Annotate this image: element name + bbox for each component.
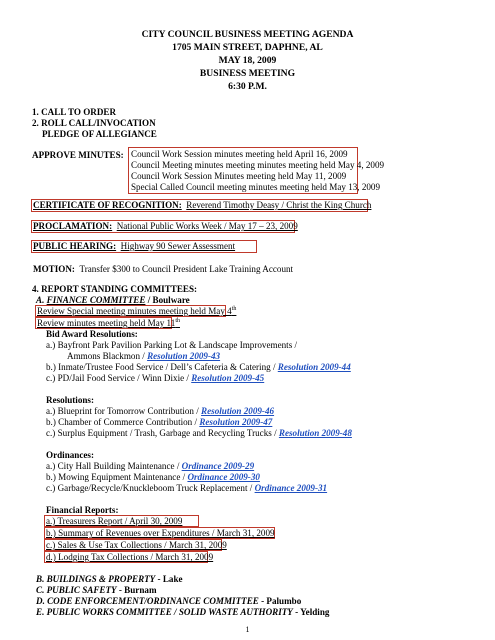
resolution-2009-44-link[interactable]: Resolution 2009-44 [277, 362, 351, 372]
motion [33, 264, 293, 275]
minutes-item: Council Work Session Minutes meeting held May 11, 2009 [131, 171, 347, 181]
ordinance-2009-31-link[interactable]: Ordinance 2009-31 [254, 483, 328, 493]
certificate-label: CERTIFICATE OF RECOGNITION: [33, 200, 182, 210]
approve-minutes-label: APPROVE MINUTES: [32, 150, 124, 160]
public-hearing-text: Highway 90 Sewer Assessment [120, 241, 236, 251]
resolution-item-c: c.) Surplus Equipment / Trash, Garbage and Recycling Trucks / Resolution 2009-48 [46, 428, 352, 438]
ordinance-item-a: a.) City Hall Building Maintenance / Ordinance 2009-29 [46, 461, 255, 471]
public-hearing-label: PUBLIC HEARING: [33, 241, 117, 251]
resolutions-heading: Resolutions: [46, 395, 94, 405]
ordinance-item-b: b.) Mowing Equipment Maintenance / Ordinance 2009-30 [46, 472, 260, 482]
resolution-2009-47-link[interactable]: Resolution 2009-47 [199, 417, 273, 427]
proclamation-label: PROCLAMATION: [33, 221, 113, 231]
financial-report-a: a.) Treasurers Report / April 30, 2009 [46, 516, 183, 526]
agenda-meeting-type: BUSINESS MEETING [199, 68, 296, 79]
motion-text: Transfer $300 to Council President Lake Training Account [79, 264, 294, 274]
page-number: 1 [245, 625, 250, 634]
ordinance-2009-29-link[interactable]: Ordinance 2009-29 [181, 461, 255, 471]
resolution-2009-43-link[interactable]: Resolution 2009-43 [147, 351, 221, 361]
finance-committee-title: FINANCE COMMITTEE [46, 295, 146, 305]
bid-item-c: c.) PD/Jail Food Service / Winn Dixie / Resolution 2009-45 [46, 373, 265, 383]
resolution-2009-46-link[interactable]: Resolution 2009-46 [201, 406, 275, 416]
pledge: PLEDGE OF ALLEGIANCE [42, 129, 157, 139]
bid-item-a: a.) Bayfront Park Pavilion Parking Lot & Landscape Improvements / [46, 340, 298, 350]
financial-report-b: b.) Summary of Revenues over Expenditures / March 31, 2009 [46, 528, 275, 538]
finance-committee-heading: A. FINANCE COMMITTEE / Boulware [36, 295, 190, 305]
minutes-item: Council Meeting minutes meeting minutes meeting held May 4, 2009 [131, 160, 385, 170]
resolution-2009-48-link[interactable]: Resolution 2009-48 [278, 428, 352, 438]
bid-award-heading: Bid Award Resolutions: [46, 329, 138, 339]
financial-report-d: d.) Lodging Tax Collections / March 31, 2009 [46, 552, 214, 562]
minutes-item: Special Called Council meeting minutes meeting held May 13, 2009 [131, 182, 381, 192]
motion-label: MOTION: [33, 264, 75, 274]
committee-e: E. PUBLIC WORKS COMMITTEE / SOLID WASTE AUTHORITY - Yelding [36, 607, 330, 617]
resolution-item-b: b.) Chamber of Commerce Contribution / Resolution 2009-47 [46, 417, 273, 427]
ordinances-heading: Ordinances: [46, 450, 94, 460]
agenda-title: CITY COUNCIL BUSINESS MEETING AGENDA [141, 29, 354, 40]
resolution-2009-45-link[interactable]: Resolution 2009-45 [191, 373, 265, 383]
public-hearing [33, 241, 235, 252]
minutes-item: Council Work Session minutes meeting held April 16, 2009 [131, 149, 348, 159]
certificate-text: Reverend Timothy Deasy / Christ the King Church [186, 200, 372, 210]
committee-d: D. CODE ENFORCEMENT/ORDINANCE COMMITTEE - Palumbo [36, 596, 302, 606]
resolution-item-a: a.) Blueprint for Tomorrow Contribution / Resolution 2009-46 [46, 406, 275, 416]
certificate [33, 200, 371, 211]
bid-item-a-line2: Ammons Blackmon / Resolution 2009-43 [67, 351, 221, 361]
agenda-time: 6:30 P.M. [228, 81, 267, 92]
proclamation-text: National Public Works Week / May 17 – 23, 2009 [116, 221, 298, 231]
bid-item-b: b.) Inmate/Trustee Food Service / Dell’s Cafeteria & Catering / Resolution 2009-44 [46, 362, 351, 372]
financial-report-c: c.) Sales & Use Tax Collections / March 31, 2009 [46, 540, 227, 550]
review-minutes-may4: Review Special meeting minutes meeting held May 4th [37, 305, 237, 316]
agenda-address: 1705 MAIN STREET, DAPHNE, AL [172, 42, 323, 53]
committee-b: B. BUILDINGS & PROPERTY - Lake [36, 574, 183, 584]
call-to-order: 1. CALL TO ORDER [32, 107, 117, 117]
ordinance-item-c: c.) Garbage/Recycle/Knuckleboom Truck Replacement / Ordinance 2009-31 [46, 483, 328, 493]
review-minutes-may11: Review minutes meeting held May 11th [37, 317, 180, 328]
ordinance-2009-30-link[interactable]: Ordinance 2009-30 [187, 472, 260, 482]
proclamation [33, 221, 298, 232]
finance-committee-chair: / Boulware [147, 295, 190, 305]
committee-c: C. PUBLIC SAFETY - Burnam [36, 585, 157, 595]
agenda-date: MAY 18, 2009 [218, 55, 277, 66]
committees-heading: 4. REPORT STANDING COMMITTEES: [32, 284, 198, 294]
financial-reports-heading: Financial Reports: [46, 505, 119, 515]
roll-call: 2. ROLL CALL/INVOCATION [32, 118, 156, 128]
